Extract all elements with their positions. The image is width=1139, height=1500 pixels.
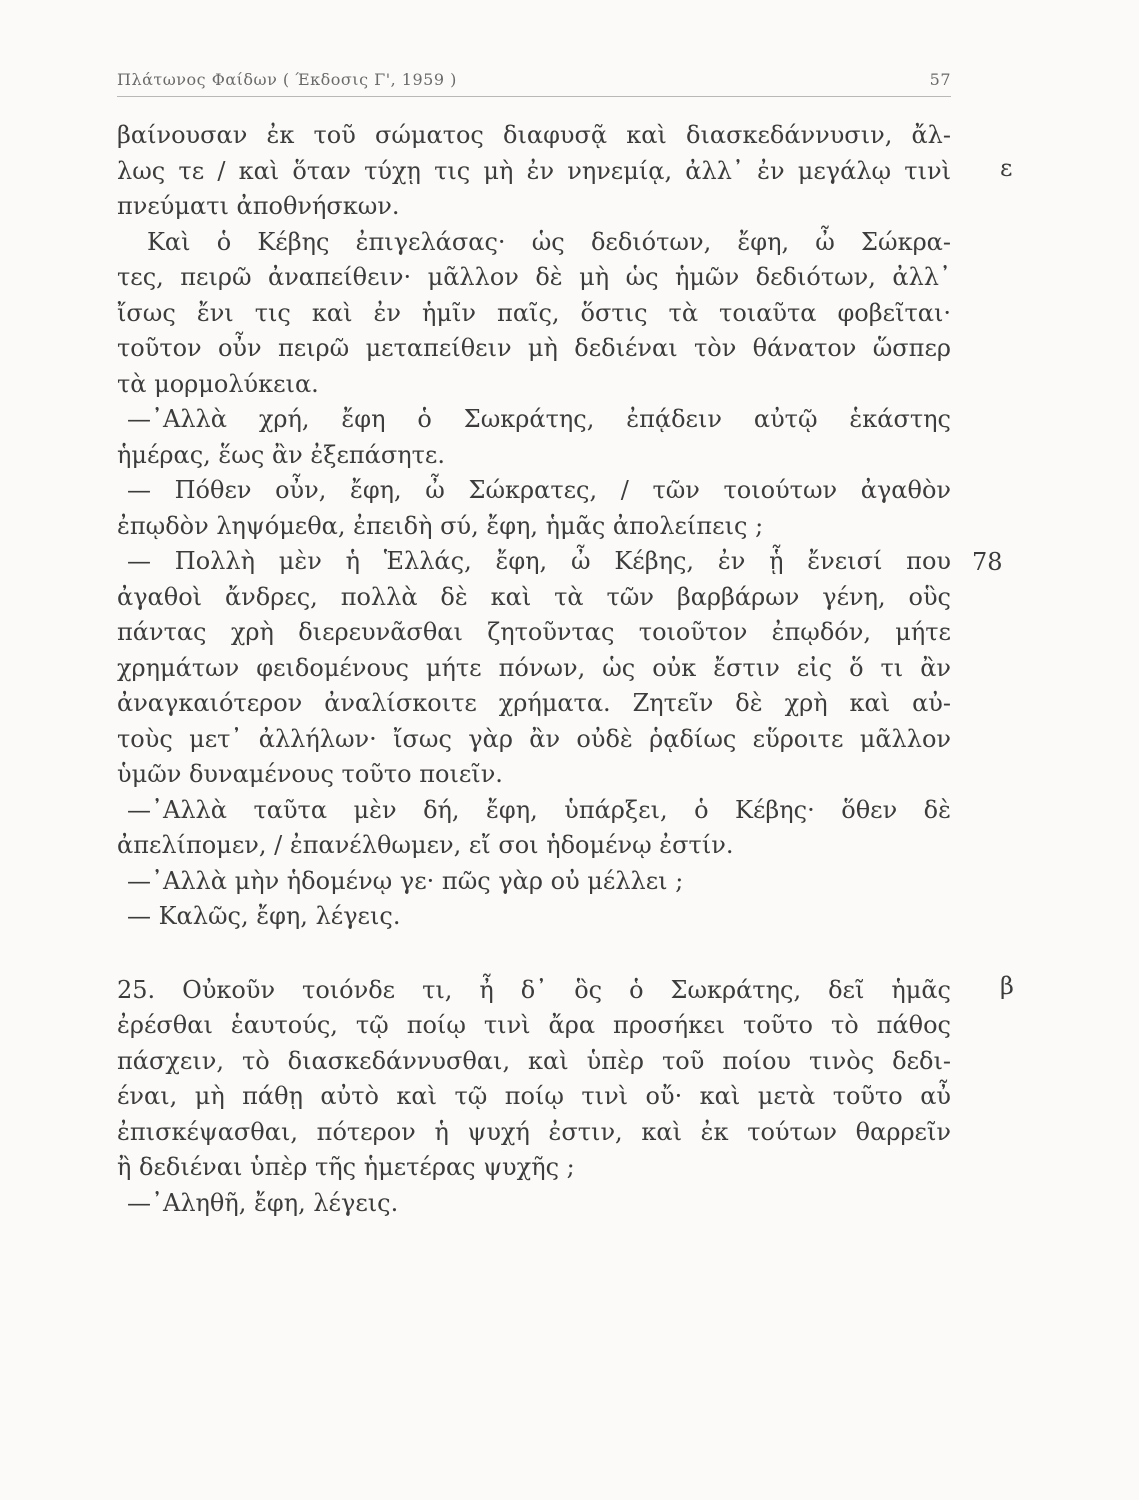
text-line: χρημάτων φειδομένους μήτε πόνων, ὡς οὐκ ἔστιν εἰς ὅ τι ἂν xyxy=(117,653,951,682)
text-line: πάντας χρὴ διερευνᾶσθαι ζητοῦντας τοιοῦτον ἐπῳδόν, μήτε xyxy=(117,618,951,646)
text-line: βαίνουσαν ἐκ τοῦ σώματος διαφυσᾷ καὶ διασκεδάννυσιν, ἄλ- xyxy=(117,121,951,149)
text-line: —᾿Αλλὰ μὴν ἡδομένῳ γε· πῶς γὰρ οὐ μέλλει ; xyxy=(127,866,684,895)
text-line: τὰ μορμολύκεια. xyxy=(117,369,319,398)
text-line: ἀπελίπομεν, / ἐπανέλθωμεν, εἴ σοι ἡδομένῳ ἐστίν. xyxy=(117,831,734,859)
text-line: ἡμέρας, ἕως ἂν ἐξεπάσητε. xyxy=(117,440,445,469)
running-header xyxy=(117,66,951,97)
text-line: —᾿Αληθῆ, ἔφη, λέγεις. xyxy=(127,1188,399,1217)
text-line: έναι, μὴ πάθῃ αὐτὸ καὶ τῷ ποίῳ τινὶ οὔ· καὶ μετὰ τοῦτο αὖ xyxy=(117,1082,951,1110)
text-line: —᾿Αλλὰ χρή, ἔφη ὁ Σωκράτης, ἐπᾴδειν αὐτῷ ἑκάστης xyxy=(127,405,951,433)
margin-marker-78: 78 xyxy=(972,548,1003,576)
text-line: ἐπῳδὸν ληψόμεθα, ἐπειδὴ σύ, ἔφη, ἡμᾶς ἀπολείπεις ; xyxy=(117,511,764,540)
text-line: ἀγαθοὶ ἄνδρες, πολλὰ δὲ καὶ τὰ τῶν βαρβάρων γένη, οὓς xyxy=(117,582,951,611)
text-line: ἐπισκέψασθαι, πότερον ἡ ψυχή ἐστιν, καὶ ἐκ τούτων θαρρεῖν xyxy=(117,1117,951,1146)
margin-marker-b: β xyxy=(1000,972,1014,1000)
header-title: Πλάτωνος Φαίδων ( Έκδοσις Γ', 1959 ) xyxy=(117,70,457,89)
text-line: ἴσως ἔνι τις καὶ ἐν ἡμῖν παῖς, ὅστις τὰ τοιαῦτα φοβεῖται· xyxy=(117,298,951,327)
text-line: ἢ δεδιέναι ὑπὲρ τῆς ἡμετέρας ψυχῆς ; xyxy=(117,1153,575,1181)
text-line: —᾿Αλλὰ ταῦτα μὲν δή, ἔφη, ὑπάρξει, ὁ Κέβης· ὅθεν δὲ xyxy=(127,795,951,824)
margin-marker-e: ε xyxy=(1000,154,1013,182)
text-line: — Πόθεν οὖν, ἔφη, ὦ Σώκρατες, / τῶν τοιούτων ἀγαθὸν xyxy=(127,476,951,504)
text-line: τοῦτον οὖν πειρῶ μεταπείθειν μὴ δεδιέναι τὸν θάνατον ὥσπερ xyxy=(117,334,951,362)
text-line: ὑμῶν δυναμένους τοῦτο ποιεῖν. xyxy=(117,760,503,788)
text-line: ἀναγκαιότερον ἀναλίσκοιτε χρήματα. Ζητεῖν δὲ χρὴ καὶ αὐ- xyxy=(117,689,951,717)
text-line: Καὶ ὁ Κέβης ἐπιγελάσας· ὡς δεδιότων, ἔφη, ὦ Σώκρα- xyxy=(147,227,951,256)
text-line: τοὺς μετ᾽ ἀλλήλων· ἴσως γὰρ ἂν οὐδὲ ῥᾳδίως εὕροιτε μᾶλλον xyxy=(117,724,951,753)
text-line: 25. Οὐκοῦν τοιόνδε τι, ἦ δ᾽ ὃς ὁ Σωκράτης, δεῖ ἡμᾶς xyxy=(117,975,951,1004)
body-text xyxy=(117,118,951,1221)
text-line: πάσχειν, τὸ διασκεδάννυσθαι, καὶ ὑπὲρ τοῦ ποίου τινὸς δεδι- xyxy=(117,1046,951,1075)
text-line: πνεύματι ἀποθνήσκων. xyxy=(117,192,400,220)
text-line: ἐρέσθαι ἑαυτούς, τῷ ποίῳ τινὶ ἄρα προσήκει τοῦτο τὸ πάθος xyxy=(117,1011,951,1039)
text-line: — Καλῶς, ἔφη, λέγεις. xyxy=(127,902,401,930)
text-line: — Πολλὴ μὲν ἡ Ἑλλάς, ἔφη, ὦ Κέβης, ἐν ᾗ ἔνεισί που xyxy=(127,547,951,575)
page-number: 57 xyxy=(929,70,951,89)
text-line: τες, πειρῶ ἀναπείθειν· μᾶλλον δὲ μὴ ὡς ἡμῶν δεδιότων, ἀλλ᾽ xyxy=(117,263,951,291)
text-line: λως τε / καὶ ὅταν τύχῃ τις μὴ ἐν νηνεμίᾳ, ἀλλ᾽ ἐν μεγάλῳ τινὶ xyxy=(117,156,951,185)
